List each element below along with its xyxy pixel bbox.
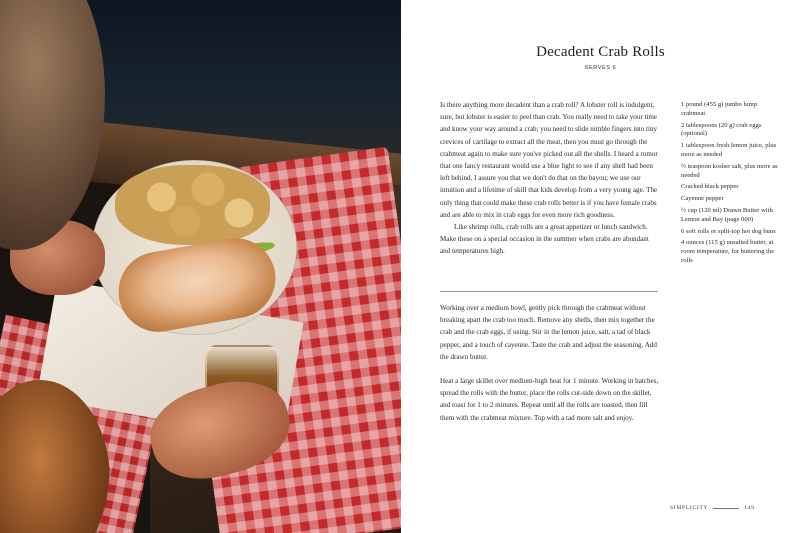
- recipe-method: [440, 302, 660, 436]
- recipe-title: Decadent Crab Rolls: [536, 44, 665, 60]
- ingredient-item: 4 ounces (115 g) unsalted butter, at room temperature, for buttering the rolls: [681, 239, 775, 264]
- section-name: SIMPLICITY: [670, 505, 709, 511]
- ingredient-list: [681, 101, 781, 269]
- method-step: Working over a medium bowl, gently pick through the crabmeat without breaking apart the crab too much. Remove any shells, then mix together the crab and the crab eggs, if using. Stir in the lemon juice, salt, a tad of black pepper, and a touch of cayenne. Taste the crab and adjust the seasoning. Add the drawn butter.: [440, 304, 657, 361]
- ingredient-item: ½ cup (120 ml) Drawn Butter with Lemon and Bay (page 000): [681, 206, 773, 223]
- ingredient-item: ½ teaspoon kosher salt, plus more as needed: [681, 162, 778, 179]
- method-step: Heat a large skillet over medium-high heat for 1 minute. Working in batches, spread the rolls with the butter, place the rolls cut-side down on the skillet, and toast for 1 to 2 minutes. Repeat until all the rolls are toasted, then fill them with the crabmeat mixture. Top with a tad more salt and enjoy.: [440, 377, 659, 422]
- ingredient-item: 6 soft rolls or split-top hot dog buns: [681, 227, 776, 235]
- ingredient-item: 2 tablespoons (20 g) crab eggs (optional): [681, 121, 762, 138]
- ingredient-item: 1 tablespoon fresh lemon juice, plus more as needed: [681, 142, 777, 158]
- ingredient-item: 1 pound (455 g) jumbo lump crabmeat: [681, 101, 758, 117]
- section-divider: [440, 291, 658, 292]
- intro-paragraph: Is there anything more decadent than a crab roll? A lobster roll is indulgent, sure, but lobster is easier to peel than crab. You really need to take your time and know your way around a crab; you need to slide nimble fingers into tiny crevices of cartilage to extract all the meat, then you must go through the crabmeat again to make sure you've picked out all the shells. I heard a rumor that one fancy restaurant would use a blue light to see if any shell had been left behind. I assure you that we don't do that on the bayou; we use our intuition and a lifetime of skill that kids develop from a very young age. The only thing that could make these crab rolls better is if you have female crabs and are able to mix in crab eggs for even more rich goodness.: [440, 101, 658, 219]
- page-number: 149: [744, 505, 755, 511]
- ingredient-item: Cayenne pepper: [681, 195, 724, 203]
- recipe-intro: [440, 99, 658, 258]
- straw-hat: [0, 0, 105, 250]
- page-footer: [670, 505, 770, 511]
- footer-rule: [713, 508, 739, 509]
- intro-paragraph: Like shrimp rolls, crab rolls are a great appetizer or lunch sandwich. Make these on a special occasion in the summer when crabs are abundant and temperatures high.: [440, 223, 649, 256]
- ingredient-item: Cracked black pepper: [681, 183, 739, 191]
- serves-label: SERVES 6: [584, 65, 617, 71]
